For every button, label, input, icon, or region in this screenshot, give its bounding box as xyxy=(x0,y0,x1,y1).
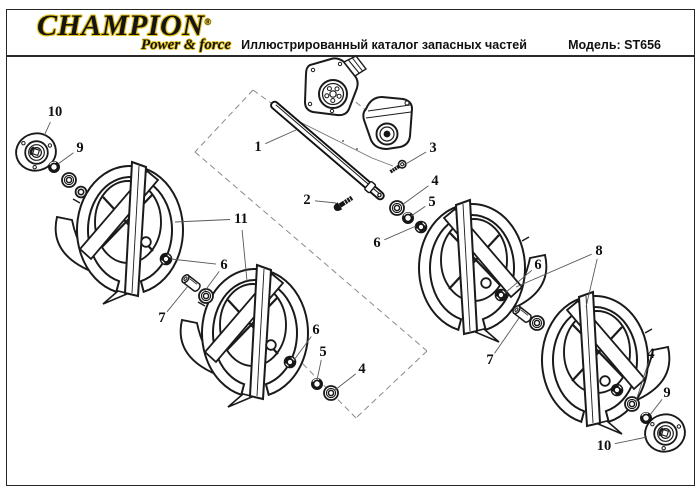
hub-hole xyxy=(600,376,610,386)
callout-leader-line xyxy=(384,226,416,240)
callout-leader-line xyxy=(317,360,321,380)
bushing xyxy=(512,304,533,323)
washer xyxy=(199,289,213,303)
callout-1: 1 xyxy=(254,139,262,155)
bushing xyxy=(181,273,202,292)
registered-mark-icon: ® xyxy=(204,17,212,27)
flange-bolt xyxy=(284,356,297,369)
callout-11: 11 xyxy=(234,211,248,227)
brand-wordmark: CHAMPION xyxy=(37,9,205,42)
flange-bolt xyxy=(495,289,508,302)
model-label: Модель: ST656 xyxy=(568,38,661,52)
flange-bolt xyxy=(611,384,624,397)
reference-line xyxy=(372,158,393,166)
callout-4: 4 xyxy=(431,173,439,189)
hub-hole xyxy=(141,237,151,247)
page-title: Иллюстрированный каталог запасных частей xyxy=(241,38,527,52)
reference-dot xyxy=(342,140,344,142)
callout-10: 10 xyxy=(47,104,63,120)
callout-leader-line xyxy=(404,152,426,165)
callout-6: 6 xyxy=(534,257,542,273)
callout-leader-line xyxy=(335,374,356,390)
assembly-axis-dashed-line xyxy=(253,90,271,103)
callout-leader-line xyxy=(402,186,429,205)
callout-3: 3 xyxy=(429,140,437,156)
assembly-axis-dashed-line xyxy=(195,90,253,152)
callout-4: 4 xyxy=(647,346,655,362)
callout-leader-line xyxy=(650,399,662,415)
callout-2: 2 xyxy=(303,192,311,208)
lock-nut xyxy=(48,161,60,173)
callout-leader-line xyxy=(58,153,74,164)
callout-9: 9 xyxy=(663,385,671,401)
callout-6: 6 xyxy=(220,257,228,273)
lock-nut xyxy=(640,412,652,424)
callout-4: 4 xyxy=(358,361,366,377)
flange-bolt xyxy=(415,221,428,234)
gearbox-half-left xyxy=(305,56,366,115)
brand-tagline: Power & force xyxy=(141,37,231,53)
washer xyxy=(62,173,76,187)
washer xyxy=(324,386,338,400)
callout-leader-line xyxy=(315,201,336,203)
callout-5: 5 xyxy=(319,344,327,360)
carriage-bolt xyxy=(332,194,354,212)
hub-hole xyxy=(266,340,276,350)
gearbox-half-right xyxy=(363,97,412,149)
callout-6: 6 xyxy=(373,235,381,251)
callout-6: 6 xyxy=(312,322,320,338)
callout-leader-line xyxy=(167,286,188,312)
assembly-axis-dashed-line xyxy=(356,351,427,418)
callout-leader-line xyxy=(615,437,647,444)
callout-7: 7 xyxy=(486,352,494,368)
spacer-ring xyxy=(76,187,87,198)
callout-8: 8 xyxy=(595,243,603,259)
hub-hole xyxy=(481,278,491,288)
callout-10: 10 xyxy=(596,438,612,454)
washer xyxy=(530,316,544,330)
lock-nut xyxy=(402,212,414,224)
flange-bolt xyxy=(160,253,173,266)
reference-dot xyxy=(356,148,358,150)
callout-leader-line xyxy=(411,206,425,216)
callout-leader-line xyxy=(44,122,50,136)
callout-5: 5 xyxy=(428,194,436,210)
callout-9: 9 xyxy=(76,140,84,156)
callout-leader-line xyxy=(171,259,216,264)
auger-right xyxy=(542,292,669,434)
callout-leader-line xyxy=(265,130,296,144)
callout-7: 7 xyxy=(158,310,166,326)
washer xyxy=(390,201,404,215)
screw xyxy=(388,159,407,175)
